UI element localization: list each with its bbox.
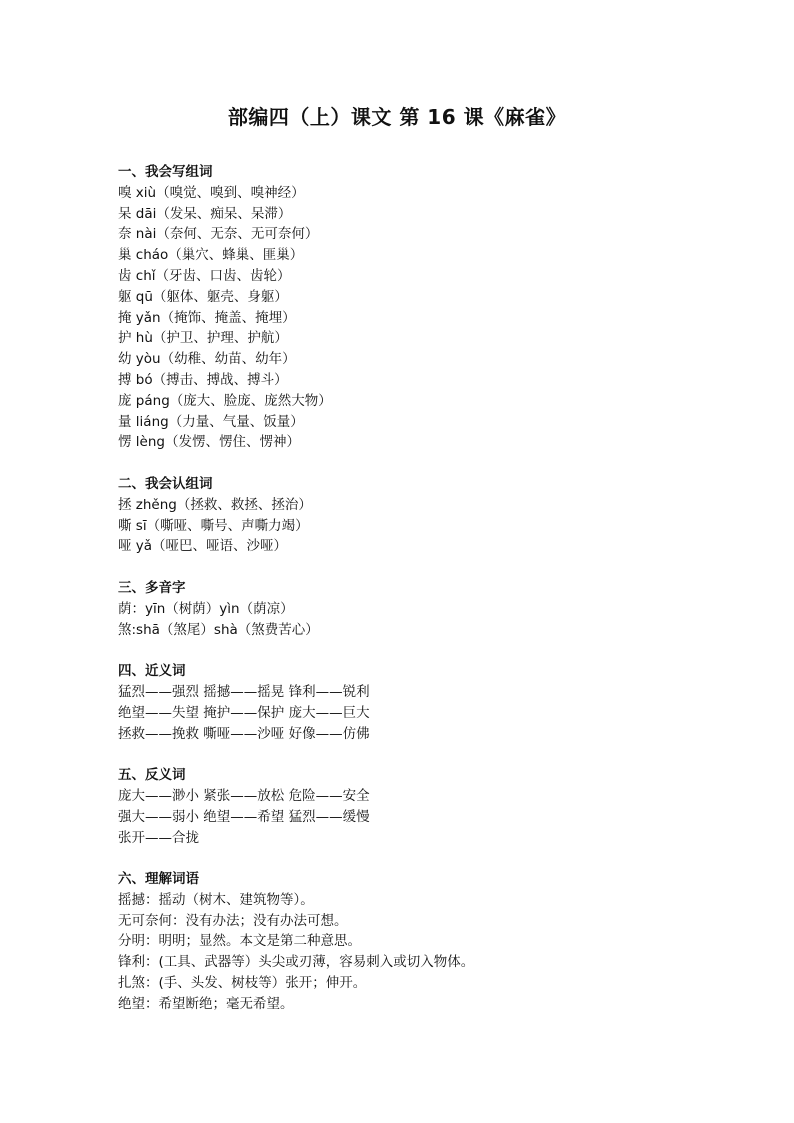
text-line: 猛烈——强烈 摇撼——摇晃 锋利——锐利 xyxy=(118,683,370,700)
text-line: 掩 yǎn（掩饰、掩盖、掩埋） xyxy=(118,309,296,326)
text-line: 愣 lèng（发愣、愣住、愣神） xyxy=(118,434,300,451)
text-line: 绝望：希望断绝；毫无希望。 xyxy=(118,995,294,1012)
text-line: 荫：yīn（树荫）yìn（荫凉） xyxy=(118,600,294,617)
section-synonyms xyxy=(118,661,718,744)
text-line: 庞大——渺小 紧张——放松 危险——安全 xyxy=(118,787,370,804)
text-line: 拯 zhěng（拯救、救拯、拯治） xyxy=(118,496,312,513)
text-line: 量 liáng（力量、气量、饭量） xyxy=(118,413,304,430)
text-line: 拯救——挽救 嘶哑——沙哑 好像——仿佛 xyxy=(118,725,370,742)
text-line: 哑 yǎ（哑巴、哑语、沙哑） xyxy=(118,538,288,555)
text-line: 分明：明明；显然。本文是第二种意思。 xyxy=(118,933,361,950)
section-heading: 一、我会写组词 xyxy=(118,164,213,180)
text-line: 齿 chǐ（牙齿、口齿、齿轮） xyxy=(118,267,291,284)
text-line: 躯 qū（躯体、躯壳、身躯） xyxy=(118,288,288,305)
section-heading: 二、我会认组词 xyxy=(118,475,213,492)
section-word-meanings xyxy=(118,869,718,1015)
text-line: 煞:shā（煞尾）shà（煞费苦心） xyxy=(118,621,319,638)
text-line: 无可奈何：没有办法；没有办法可想。 xyxy=(118,912,348,929)
text-line: 搏 bó（搏击、搏战、搏斗） xyxy=(118,371,288,388)
text-line: 奈 nài（奈何、无奈、无可奈何） xyxy=(118,226,319,243)
text-line: 强大——弱小 绝望——希望 猛烈——缓慢 xyxy=(118,808,370,825)
text-line: 庞 páng（庞大、脸庞、庞然大物） xyxy=(118,392,332,409)
text-line: 绝望——失望 掩护——保护 庞大——巨大 xyxy=(118,704,370,721)
section-antonyms xyxy=(118,765,718,848)
text-line: 摇撼：摇动（树木、建筑物等）。 xyxy=(118,891,314,908)
text-line: 幼 yòu（幼稚、幼苗、幼年） xyxy=(118,351,296,368)
text-line: 张开——合拢 xyxy=(118,829,199,846)
text-line: 嘶 sī（嘶哑、嘶号、声嘶力竭） xyxy=(118,517,309,534)
text-line: 护 hù（护卫、护理、护航） xyxy=(118,330,288,347)
section-recognize-words xyxy=(118,474,718,557)
text-line: 巢 cháo（巢穴、蜂巢、匪巢） xyxy=(118,247,304,264)
document-body xyxy=(118,162,718,1035)
text-line: 嗅 xiù（嗅觉、嗅到、嗅神经） xyxy=(118,184,305,201)
text-line: 扎煞：(手、头发、树枝等）张开；伸开。 xyxy=(118,975,367,992)
section-polyphonic xyxy=(118,578,718,640)
section-heading: 三、多音字 xyxy=(118,579,186,596)
section-heading: 五、反义词 xyxy=(118,767,186,784)
text-line: 呆 dāi（发呆、痴呆、呆滞） xyxy=(118,205,292,222)
section-heading: 四、近义词 xyxy=(118,663,186,680)
page-title: 部编四（上）课文 第 16 课《麻雀》 xyxy=(227,105,567,129)
section-heading: 六、理解词语 xyxy=(118,871,199,888)
section-write-words xyxy=(118,162,718,453)
text-line: 锋利：(工具、武器等）头尖或刃薄，容易刺入或切入物体。 xyxy=(118,954,475,971)
